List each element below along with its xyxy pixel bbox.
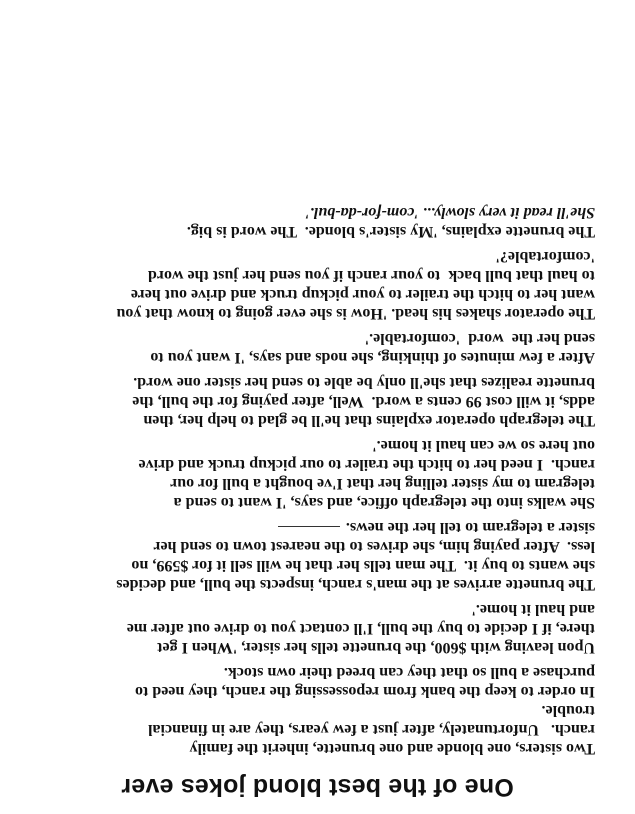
text-line: The telegraph operator explains that he'll be glad to help her, then [143, 412, 595, 429]
text-line: adds, it will cost 99 cents a word. Well, after paying for the bull, the [132, 393, 595, 410]
text-line: She walks into the telegraph office, and says, 'I want to send a [173, 494, 595, 511]
text-line: Two sisters, one blonde and one brunette, inherit the family [189, 740, 595, 757]
paragraph-operator-question [28, 247, 595, 323]
text-line: The operator shakes his head. 'How is she ever going to know that you [116, 305, 595, 322]
paragraph-operator [28, 373, 595, 430]
paragraph-thinking [28, 329, 595, 367]
text-line: ranch. I need her to hitch the trailer to our pickup truck and drive [138, 456, 595, 473]
document-body [28, 197, 595, 758]
text-line: want her to hitch the trailer to your pickup truck and drive out here [130, 286, 595, 303]
text-line: send her the word 'comfortable.' [364, 330, 595, 347]
text-line: there, if I decide to buy the bull, I'll contact you to drive out after me [126, 620, 595, 637]
pen-underline-mark [278, 526, 340, 527]
text-line: ranch. Unfortunately, after just a few years, they are in financial [148, 721, 595, 738]
text-line: The brunette explains, 'My sister's blonde. The word is big. [186, 223, 595, 240]
paragraph-leaving [28, 600, 595, 657]
text-line: out here so we can haul it home.' [372, 437, 595, 454]
text-line: brunette realizes that she'll only be able to send her sister one word. [133, 374, 595, 391]
text-line-content: sister a telegram to tell her the news. [345, 519, 595, 536]
text-line: less. After paying him, she drives to the nearest town to send her [153, 538, 595, 555]
text-line: 'comfortable?' [495, 248, 595, 265]
text-line [28, 518, 595, 537]
text-line: to haul that bull back to your ranch if you send her just the word [147, 267, 595, 284]
text-line: After a few minutes of thinking, she nods and says, 'I want you to [150, 349, 595, 366]
text-line: In order to keep the bank from repossessing the ranch, they need to [134, 683, 595, 700]
paragraph-arrives [28, 518, 595, 594]
paragraph-punchline [28, 203, 595, 241]
text-line: Upon leaving with $600, the brunette tells her sister, 'When I get [157, 639, 595, 656]
text-line: trouble. [541, 702, 595, 719]
text-line: The brunette arrives at the man's ranch, inspects the bull, and decides [116, 576, 595, 593]
page-title: One of the best blond jokes ever [121, 773, 514, 801]
paragraph-intro [28, 663, 595, 758]
paragraph-telegraph-office [28, 436, 595, 512]
text-line: She'll read it very slowly... 'com-for-da-bul.' [305, 204, 595, 221]
text-line: telegram to my sister telling her that I've bought a bull for our [170, 475, 595, 492]
text-line: and haul it home.' [471, 601, 595, 618]
text-line: purchase a bull so that they can breed their own stock. [223, 664, 595, 681]
text-line: she wants to buy it. The man tells her that he will sell it for $599, no [131, 557, 595, 574]
